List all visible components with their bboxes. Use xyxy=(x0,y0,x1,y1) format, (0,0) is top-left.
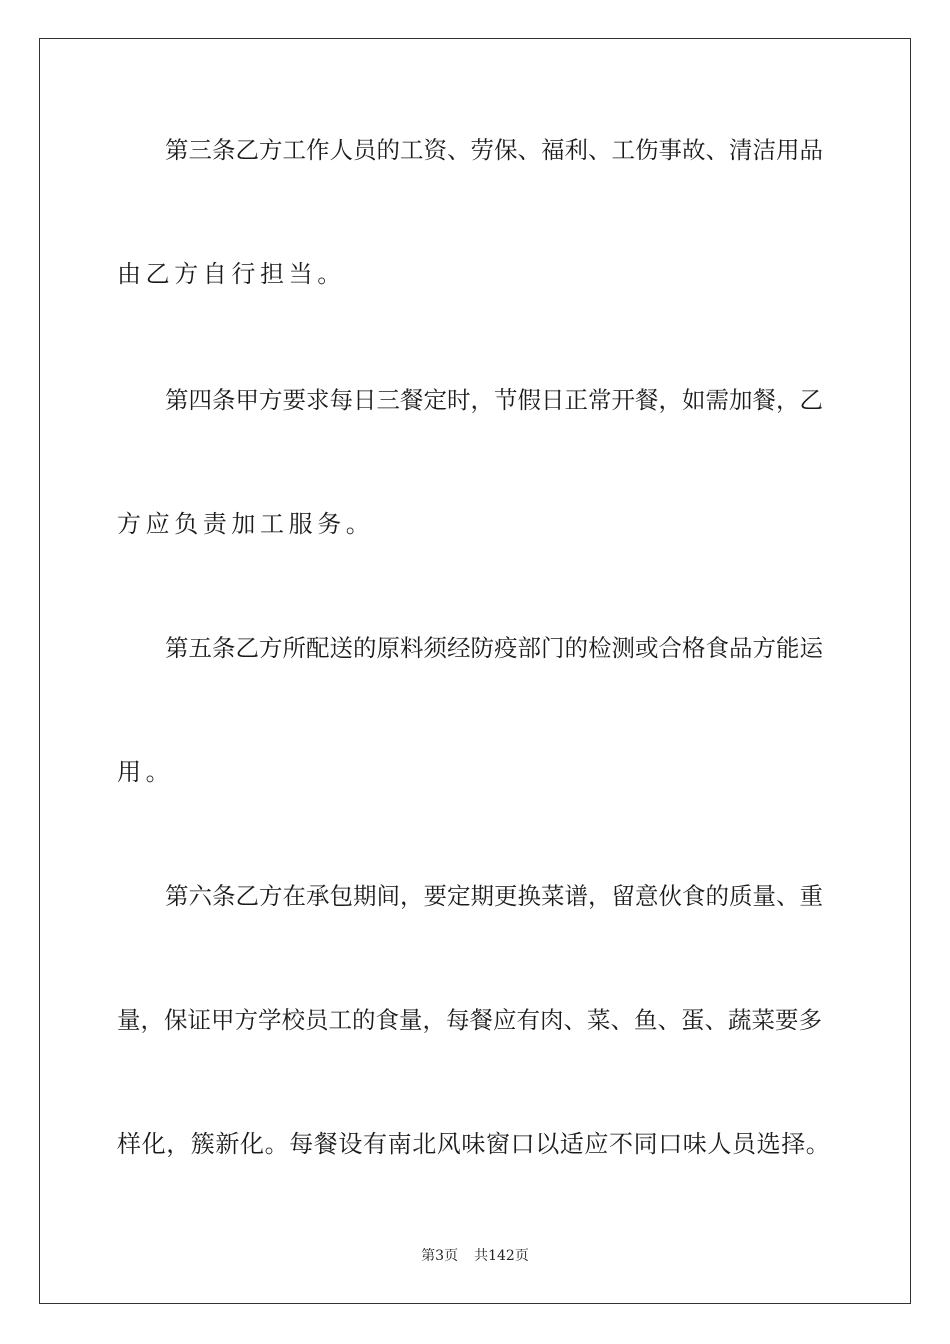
paragraph-3-line-1: 第三条乙方工作人员的工资、劳保、福利、工伤事故、清洁用品 xyxy=(165,136,823,164)
paragraph-6-line-3: 样化，簇新化。每餐设有南北风味窗口以适应不同口味人员选择。 xyxy=(117,1130,831,1158)
page-border xyxy=(39,38,911,1304)
paragraph-5-line-2: 用。 xyxy=(117,758,175,786)
paragraph-3-line-2: 由乙方自行担当。 xyxy=(117,260,346,288)
page-total: 共142页 xyxy=(474,1248,529,1264)
paragraph-5-line-1: 第五条乙方所配送的原料须经防疫部门的检测或合格食品方能运 xyxy=(165,634,823,662)
paragraph-4-line-2: 方应负责加工服务。 xyxy=(117,510,375,538)
paragraph-6-line-1: 第六条乙方在承包期间，要定期更换菜谱，留意伙食的质量、重 xyxy=(165,882,823,910)
paragraph-6-line-2: 量，保证甲方学校员工的食量，每餐应有肉、菜、鱼、蛋、蔬菜要多 xyxy=(117,1006,822,1034)
paragraph-4-line-1: 第四条甲方要求每日三餐定时，节假日正常开餐，如需加餐，乙 xyxy=(165,386,823,414)
page-number: 第3页 xyxy=(421,1248,459,1264)
page-footer xyxy=(0,1247,950,1265)
